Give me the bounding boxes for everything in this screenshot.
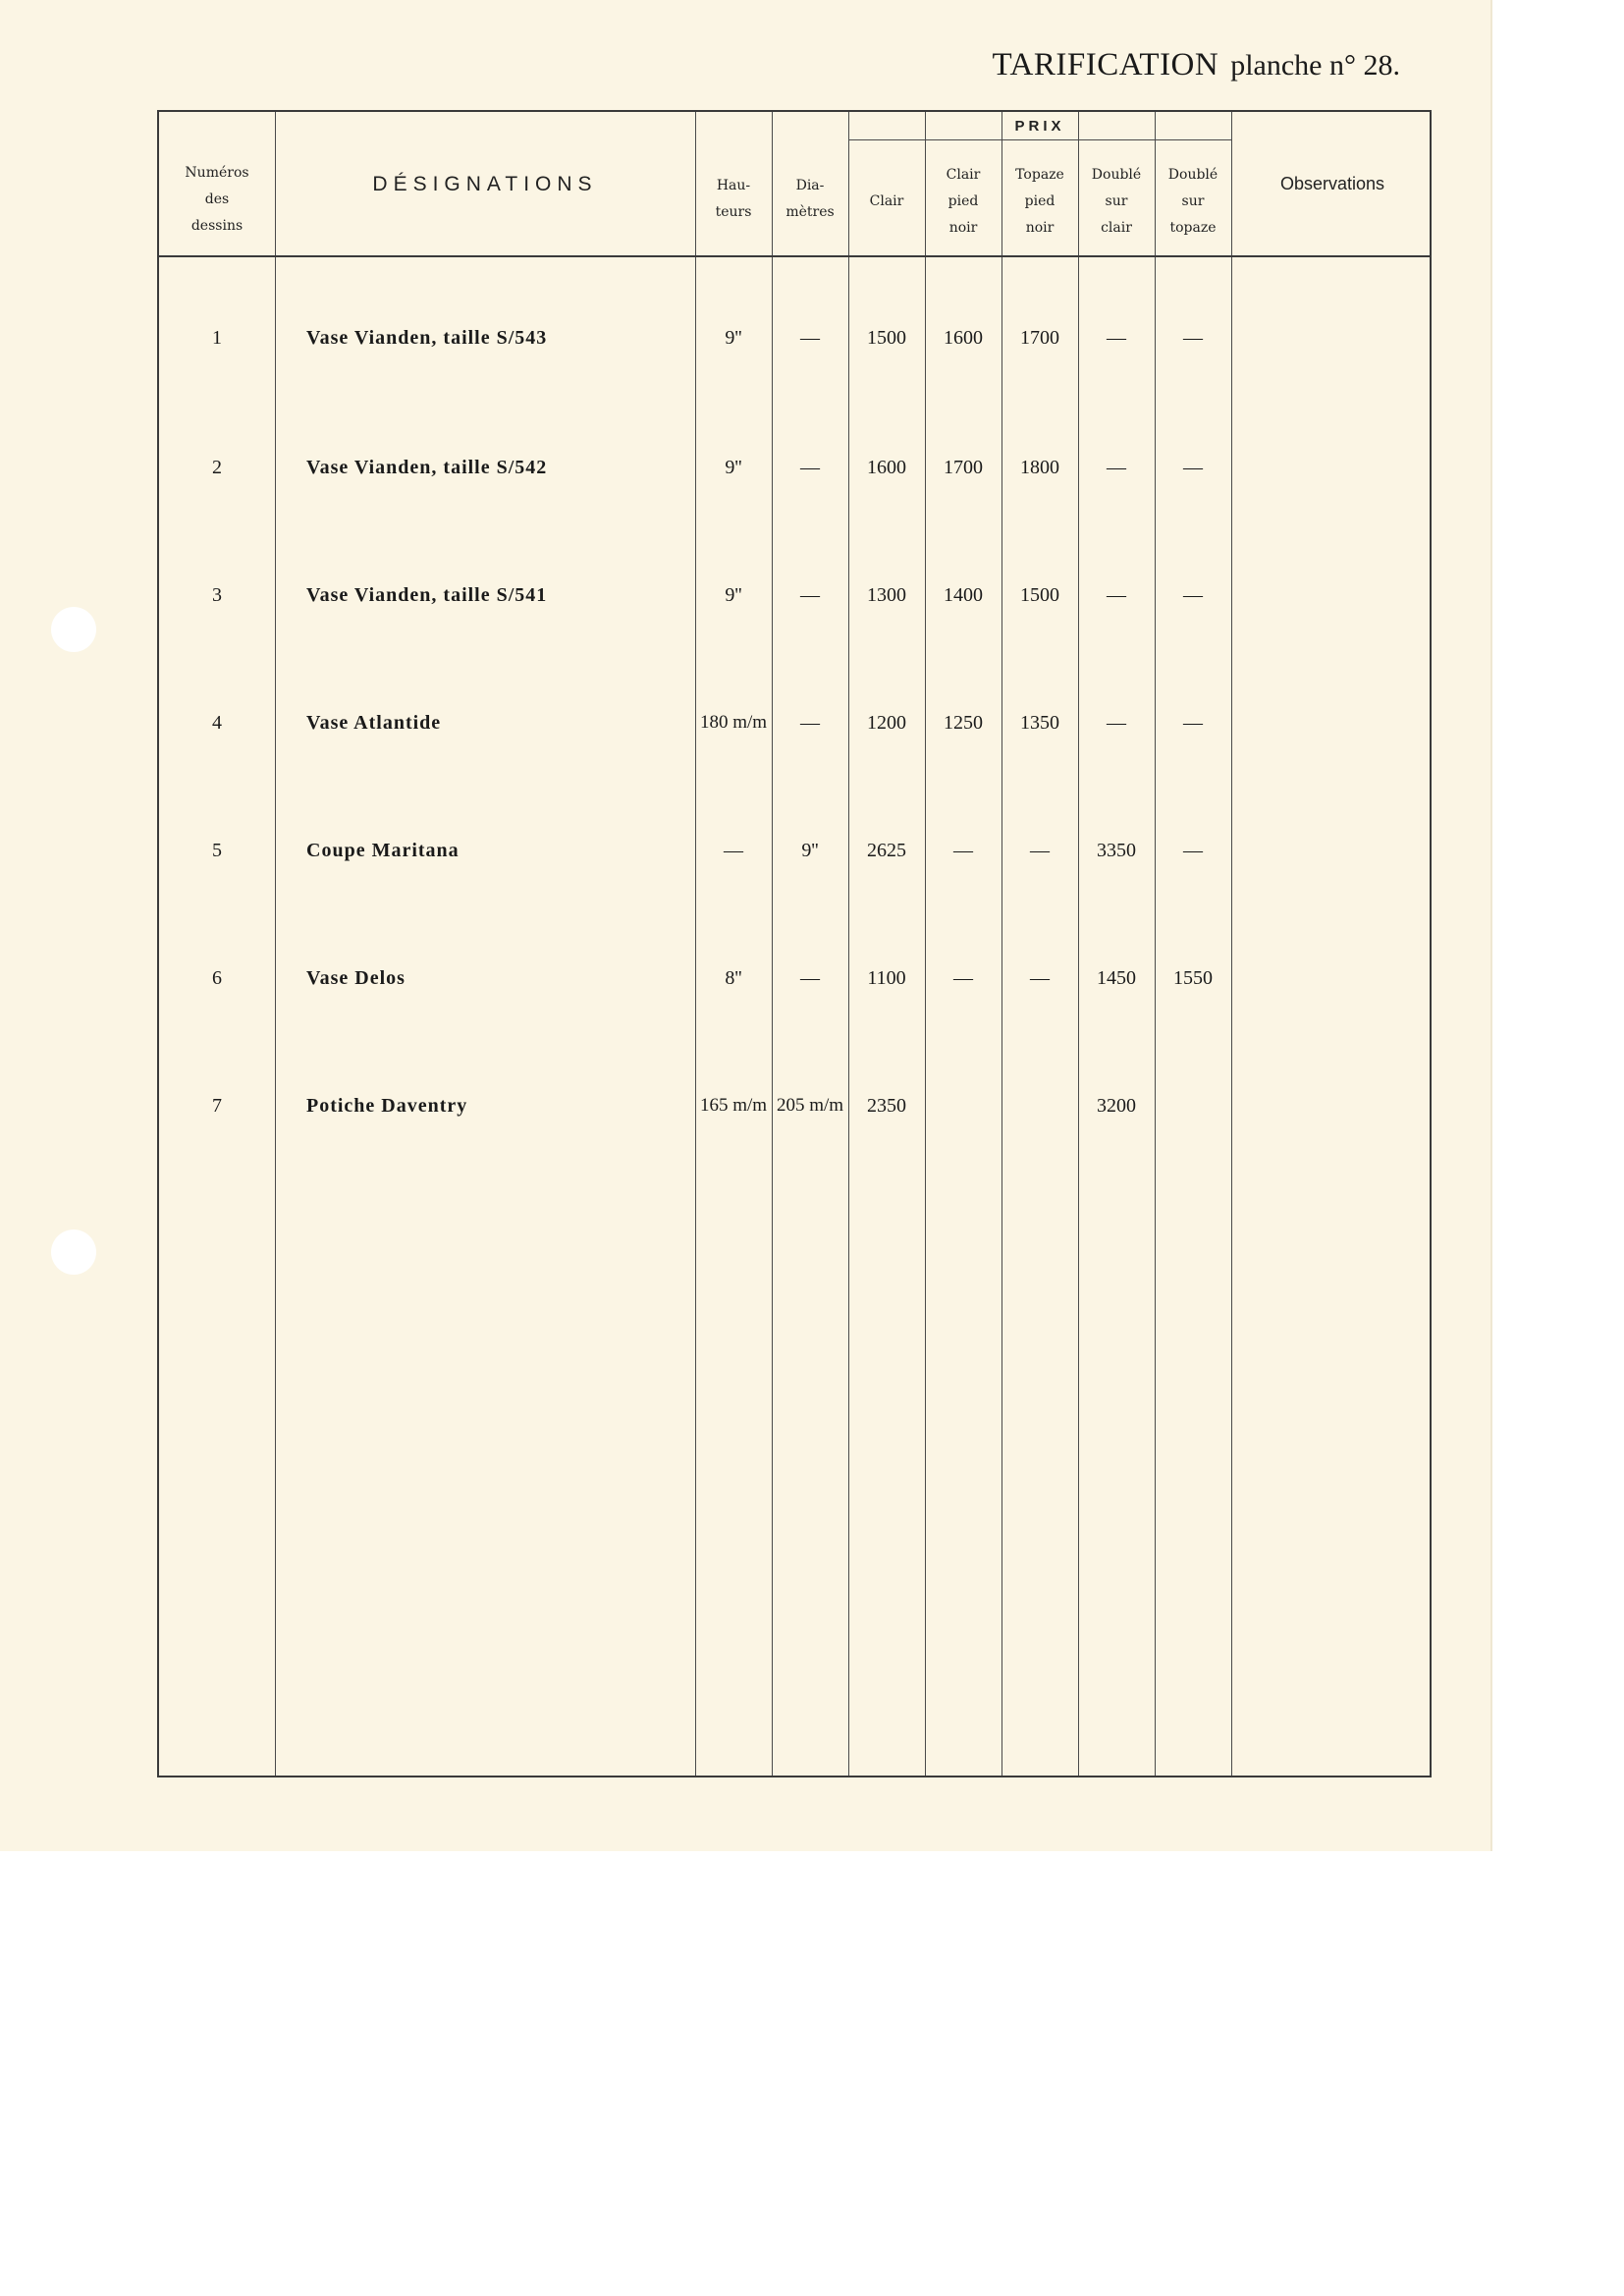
row-double-sur-clair: 3200 — [1097, 1094, 1136, 1117]
column-divider — [848, 112, 849, 1776]
row-designation: Vase Vianden, taille S/541 — [306, 583, 548, 606]
header-hauteurs — [695, 145, 772, 253]
row-double-sur-clair: — — [1107, 326, 1126, 349]
row-double-sur-topaze: — — [1183, 583, 1203, 606]
header-line: Hau- — [716, 178, 751, 193]
header-observations: Observations — [1279, 173, 1385, 193]
row-number: 2 — [212, 456, 222, 478]
column-divider — [1078, 112, 1079, 1776]
row-number: 7 — [212, 1094, 222, 1117]
table-row — [159, 318, 1430, 357]
punch-hole — [51, 1230, 96, 1275]
header-line: Numéros — [185, 164, 249, 181]
header-line: sur — [1105, 192, 1128, 209]
row-number: 3 — [212, 583, 222, 606]
header-line: dessins — [190, 217, 244, 234]
row-diametre: — — [800, 966, 820, 989]
header-line: teurs — [715, 204, 752, 220]
row-double-sur-topaze: — — [1183, 711, 1203, 734]
row-number: 5 — [212, 839, 222, 861]
row-clair: 1500 — [867, 326, 906, 349]
title-text: TARIFICATION — [992, 47, 1219, 82]
row-clair-pied-noir: 1600 — [944, 326, 983, 349]
header-line: Doublé — [1167, 166, 1218, 183]
price-table — [157, 110, 1432, 1777]
header-line: Topaze — [1015, 166, 1064, 183]
row-designation: Vase Delos — [306, 966, 406, 989]
row-designation: Potiche Daventry — [306, 1094, 468, 1117]
header-prix: PRIX — [1014, 118, 1065, 135]
header-line: des — [204, 191, 230, 207]
row-double-sur-topaze: — — [1183, 456, 1203, 478]
row-double-sur-topaze: 1550 — [1173, 966, 1213, 989]
row-diametre: — — [800, 326, 820, 349]
row-hauteur: 8'' — [725, 966, 742, 989]
plate-number: planche n° 28. — [1230, 49, 1400, 82]
row-topaze-pied-noir: 1500 — [1020, 583, 1059, 606]
header-line: Dia- — [795, 178, 825, 193]
row-number: 6 — [212, 966, 222, 989]
header-line: mètres — [785, 204, 835, 220]
row-double-sur-clair: 3350 — [1097, 839, 1136, 861]
header-topaze-pied-noir — [1001, 147, 1078, 255]
header-line: pied — [947, 192, 979, 209]
header-line: Clair — [946, 166, 981, 183]
row-hauteur: 9'' — [725, 583, 742, 606]
row-double-sur-clair: 1450 — [1097, 966, 1136, 989]
row-diametre: 9'' — [801, 839, 819, 861]
row-diametre: — — [800, 456, 820, 478]
table-row — [159, 703, 1430, 742]
column-divider — [1001, 112, 1002, 1776]
header-clair: Clair — [869, 192, 904, 209]
row-number: 4 — [212, 711, 222, 734]
header-clair-pied-noir — [925, 147, 1001, 255]
row-clair: 2625 — [867, 839, 906, 861]
header-rule — [159, 255, 1430, 257]
row-double-sur-topaze — [1155, 1086, 1231, 1125]
row-clair-pied-noir: 1250 — [944, 711, 983, 734]
row-clair: 1100 — [867, 966, 906, 989]
row-double-sur-clair: — — [1107, 456, 1126, 478]
page-title — [993, 47, 1400, 83]
column-divider — [1231, 112, 1232, 1776]
row-topaze-pied-noir: 1350 — [1020, 711, 1059, 734]
column-divider — [1155, 112, 1156, 1776]
table-row — [159, 1086, 1430, 1125]
prix-underline — [848, 139, 1231, 140]
row-topaze-pied-noir: 1800 — [1020, 456, 1059, 478]
column-divider — [695, 112, 696, 1776]
header-line: sur — [1181, 192, 1205, 209]
header-double-sur-clair — [1078, 147, 1155, 255]
row-clair: 1200 — [867, 711, 906, 734]
row-double-sur-clair: — — [1107, 711, 1126, 734]
row-clair-pied-noir: — — [953, 966, 973, 989]
row-clair-pied-noir — [925, 1086, 1001, 1125]
header-designations: DÉSIGNATIONS — [372, 172, 598, 195]
row-diametre: — — [800, 711, 820, 734]
table-row — [159, 448, 1430, 487]
row-topaze-pied-noir: — — [1030, 839, 1050, 861]
row-hauteur: 9'' — [725, 326, 742, 349]
header-line: noir — [948, 219, 978, 236]
table-row — [159, 958, 1430, 998]
header-line: pied — [1024, 192, 1056, 209]
row-hauteur: 180 m/m — [699, 712, 768, 733]
row-clair: 1600 — [867, 456, 906, 478]
header-line: clair — [1101, 219, 1132, 236]
header-numeros — [159, 145, 275, 253]
row-designation: Vase Vianden, taille S/542 — [306, 456, 548, 478]
row-topaze-pied-noir: 1700 — [1020, 326, 1059, 349]
row-double-sur-topaze: — — [1183, 839, 1203, 861]
column-divider — [275, 112, 276, 1776]
row-double-sur-topaze: — — [1183, 326, 1203, 349]
header-diametres — [772, 145, 848, 253]
header-line: noir — [1025, 219, 1055, 236]
row-designation: Vase Vianden, taille S/543 — [306, 326, 548, 349]
column-divider — [925, 112, 926, 1776]
row-hauteur: 165 m/m — [699, 1095, 768, 1116]
table-row — [159, 575, 1430, 615]
row-diametre: 205 m/m — [776, 1095, 844, 1116]
row-number: 1 — [212, 326, 222, 349]
header-line: topaze — [1169, 219, 1217, 236]
header-double-sur-topaze — [1155, 147, 1231, 255]
row-designation: Coupe Maritana — [306, 839, 460, 861]
row-double-sur-clair: — — [1107, 583, 1126, 606]
row-clair: 2350 — [867, 1094, 906, 1117]
punch-hole — [51, 607, 96, 652]
row-diametre: — — [800, 583, 820, 606]
row-topaze-pied-noir: — — [1030, 966, 1050, 989]
row-clair: 1300 — [867, 583, 906, 606]
row-clair-pied-noir: 1400 — [944, 583, 983, 606]
column-divider — [772, 112, 773, 1776]
row-hauteur: — — [724, 839, 743, 861]
header-line: Doublé — [1091, 166, 1142, 183]
row-hauteur: 9'' — [725, 456, 742, 478]
row-topaze-pied-noir — [1001, 1086, 1078, 1125]
row-clair-pied-noir: — — [953, 839, 973, 861]
row-clair-pied-noir: 1700 — [944, 456, 983, 478]
table-row — [159, 831, 1430, 870]
row-designation: Vase Atlantide — [306, 711, 442, 734]
